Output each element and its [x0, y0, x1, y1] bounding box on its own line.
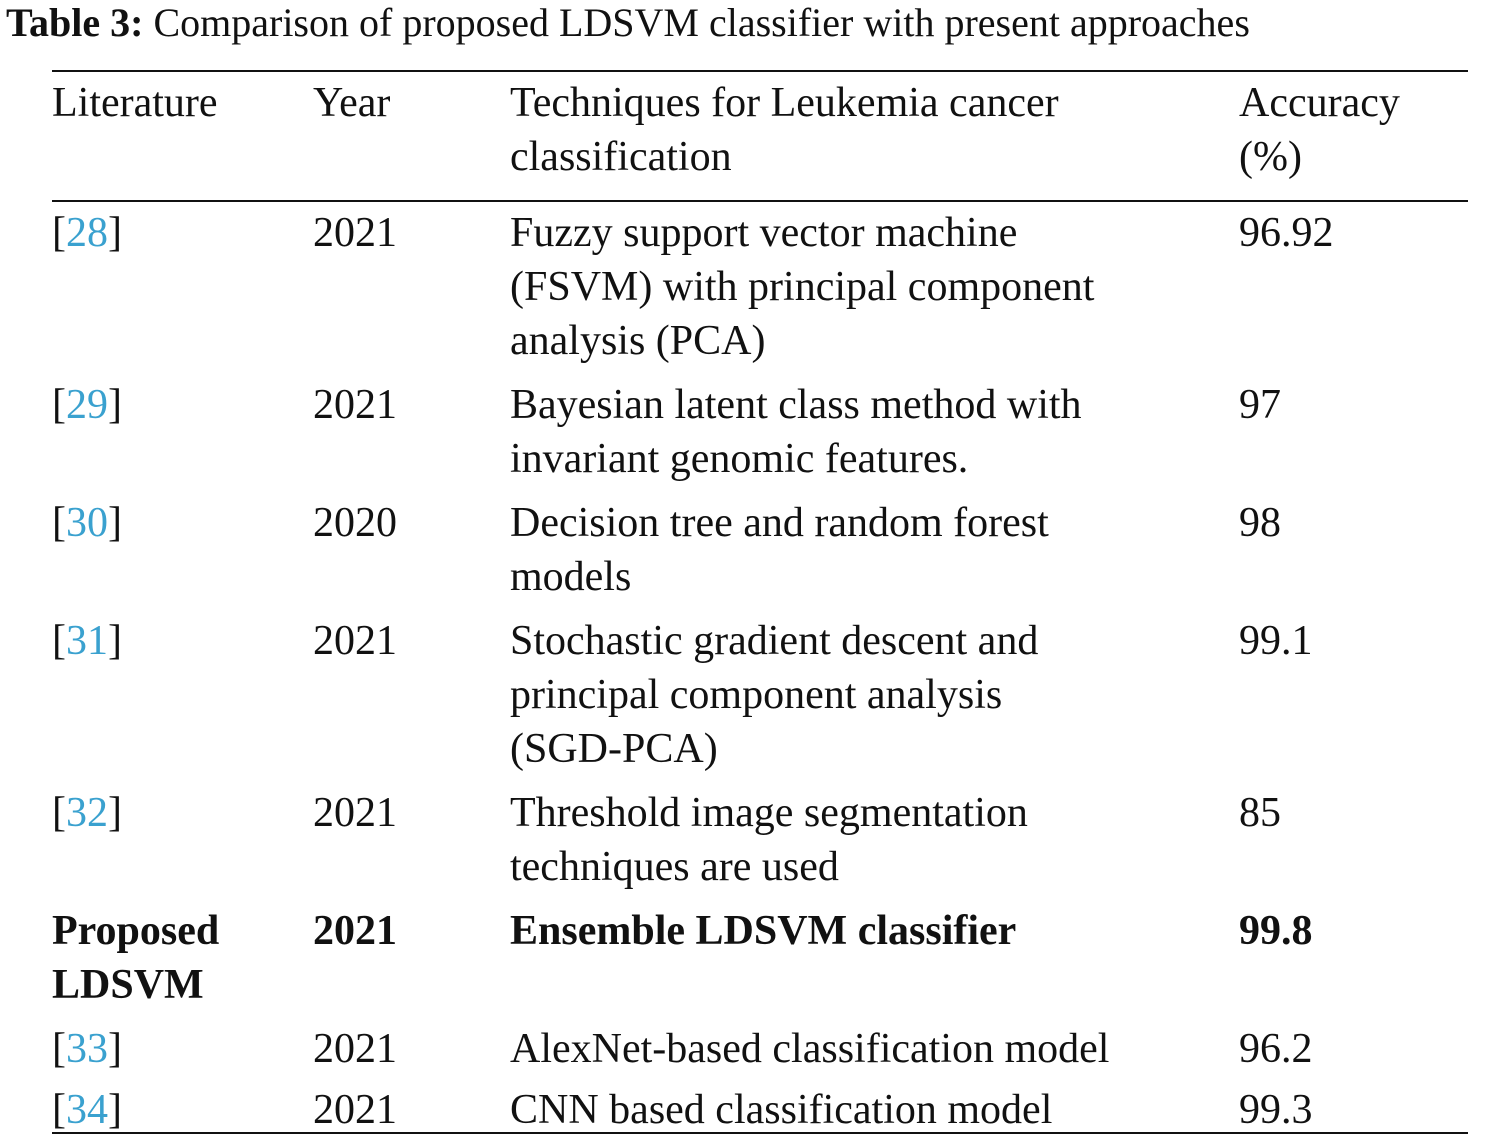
technique-cell	[510, 496, 1239, 614]
header-techniques-line: Techniques for Leukemia cancer	[510, 80, 1059, 126]
header-accuracy-line: (%)	[1239, 134, 1302, 180]
ref-bracket-close: ]	[108, 210, 122, 256]
year-cell: 2021	[313, 1026, 397, 1072]
table-caption	[6, 0, 1250, 46]
technique-line: Ensemble LDSVM classifier	[510, 908, 1017, 954]
table-caption-label: Table 3:	[6, 0, 144, 45]
literature-cell	[52, 1083, 313, 1147]
year-cell: 2020	[313, 500, 397, 546]
technique-line: Stochastic gradient descent and	[510, 618, 1039, 664]
year-cell: 2021	[313, 210, 397, 256]
header-year	[313, 76, 510, 196]
technique-line: CNN based classification model	[510, 1087, 1053, 1133]
table-row	[52, 196, 1468, 378]
table-row	[52, 1083, 1468, 1147]
technique-cell	[510, 904, 1239, 1022]
ref-bracket-close: ]	[108, 618, 122, 664]
technique-cell	[510, 378, 1239, 496]
technique-line: (SGD-PCA)	[510, 726, 718, 772]
table-row	[52, 496, 1468, 614]
ref-bracket-open: [	[52, 1026, 66, 1072]
ref-bracket-open: [	[52, 1087, 66, 1133]
ref-bracket-open: [	[52, 210, 66, 256]
technique-line: models	[510, 554, 632, 600]
ref-bracket-open: [	[52, 618, 66, 664]
reference-link[interactable]: 28	[66, 210, 108, 256]
ref-bracket-close: ]	[108, 500, 122, 546]
technique-line: Bayesian latent class method with	[510, 382, 1082, 428]
ref-bracket-open: [	[52, 382, 66, 428]
technique-line: analysis (PCA)	[510, 318, 766, 364]
literature-cell	[52, 614, 313, 786]
year-cell: 2021	[313, 790, 397, 836]
ref-bracket-open: [	[52, 500, 66, 546]
literature-cell	[52, 786, 313, 904]
year-cell: 2021	[313, 1087, 397, 1133]
table-row	[52, 614, 1468, 786]
technique-line: invariant genomic features.	[510, 436, 969, 482]
accuracy-cell: 99.3	[1239, 1087, 1313, 1133]
technique-line: Threshold image segmentation	[510, 790, 1028, 836]
technique-cell	[510, 786, 1239, 904]
ref-bracket-close: ]	[108, 1026, 122, 1072]
year-cell: 2021	[313, 908, 397, 954]
table-row-proposed	[52, 904, 1468, 1022]
header-literature-text: Literature	[52, 80, 218, 126]
literature-cell	[52, 904, 313, 1022]
literature-cell	[52, 196, 313, 378]
table-row	[52, 378, 1468, 496]
table-header-row	[52, 76, 1468, 196]
ref-bracket-open: [	[52, 790, 66, 836]
literature-cell	[52, 378, 313, 496]
ref-bracket-close: ]	[108, 1087, 122, 1133]
table-row	[52, 786, 1468, 904]
reference-link[interactable]: 31	[66, 618, 108, 664]
technique-line: (FSVM) with principal component	[510, 264, 1095, 310]
reference-link[interactable]: 33	[66, 1026, 108, 1072]
table-caption-text: Comparison of proposed LDSVM classifier with present approaches	[153, 0, 1250, 45]
technique-line: Decision tree and random forest	[510, 500, 1049, 546]
reference-link[interactable]: 29	[66, 382, 108, 428]
header-literature	[52, 76, 313, 196]
technique-cell	[510, 1022, 1239, 1083]
year-cell: 2021	[313, 618, 397, 664]
literature-cell	[52, 496, 313, 614]
header-accuracy-line: Accuracy	[1239, 80, 1400, 126]
literature-line: Proposed	[52, 908, 220, 954]
accuracy-cell: 85	[1239, 790, 1281, 836]
technique-line: AlexNet-based classification model	[510, 1026, 1110, 1072]
reference-link[interactable]: 34	[66, 1087, 108, 1133]
table-top-rule	[52, 70, 1468, 72]
header-techniques-line: classification	[510, 134, 732, 180]
accuracy-cell: 99.8	[1239, 908, 1313, 954]
technique-cell	[510, 1083, 1239, 1147]
ref-bracket-close: ]	[108, 790, 122, 836]
technique-line: Fuzzy support vector machine	[510, 210, 1018, 256]
header-techniques	[510, 76, 1239, 196]
accuracy-cell: 96.92	[1239, 210, 1334, 256]
reference-link[interactable]: 30	[66, 500, 108, 546]
accuracy-cell: 98	[1239, 500, 1281, 546]
literature-cell	[52, 1022, 313, 1083]
technique-cell	[510, 614, 1239, 786]
literature-line: LDSVM	[52, 962, 204, 1008]
reference-link[interactable]: 32	[66, 790, 108, 836]
comparison-table	[52, 76, 1468, 1147]
accuracy-cell: 99.1	[1239, 618, 1313, 664]
table-row	[52, 1022, 1468, 1083]
year-cell: 2021	[313, 382, 397, 428]
header-accuracy	[1239, 76, 1468, 196]
accuracy-cell: 97	[1239, 382, 1281, 428]
ref-bracket-close: ]	[108, 382, 122, 428]
technique-line: techniques are used	[510, 844, 839, 890]
accuracy-cell: 96.2	[1239, 1026, 1313, 1072]
technique-line: principal component analysis	[510, 672, 1003, 718]
technique-cell	[510, 196, 1239, 378]
header-year-text: Year	[313, 80, 391, 126]
